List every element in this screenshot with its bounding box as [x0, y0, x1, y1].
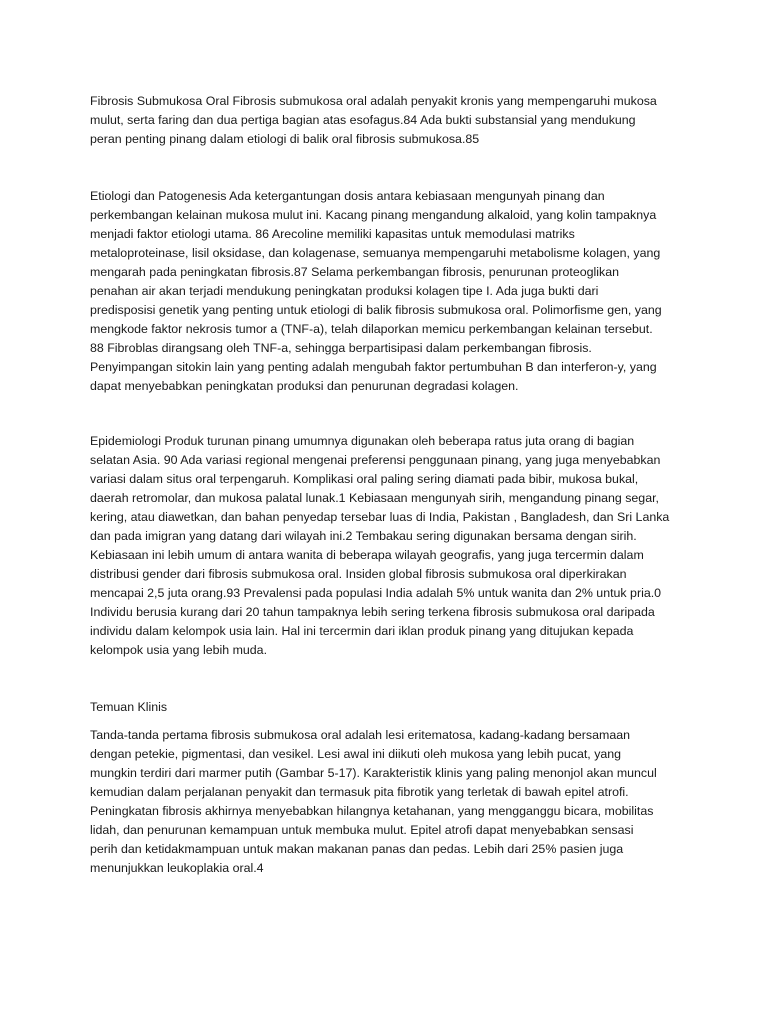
text-line: Kebiasaan ini lebih umum di antara wanita di beberapa wilayah geografis, yang juga tercermin dalam — [90, 548, 644, 562]
text-line: Fibrosis Submukosa Oral Fibrosis submukosa oral adalah penyakit kronis yang mempengaruhi mukosa — [90, 94, 657, 108]
paragraph-epidemiologi — [90, 432, 690, 660]
text-line: 88 Fibroblas dirangsang oleh TNF-a, sehingga berpartisipasi dalam perkembangan fibrosis. — [90, 341, 592, 355]
text-line: mencapai 2,5 juta orang.93 Prevalensi pada populasi India adalah 5% untuk wanita dan 2% untuk pria.0 — [90, 586, 662, 600]
text-line: predisposisi genetik yang penting untuk etiologi di balik fibrosis submukosa oral. Polimorfisme gen, yang — [90, 303, 662, 317]
text-line: perih dan ketidakmampuan untuk makan makanan panas dan pedas. Lebih dari 25% pasien juga — [90, 842, 624, 856]
text-line: daerah retromolar, dan mukosa palatal lunak.1 Kebiasaan mengunyah sirih, mengandung pinang segar, — [90, 491, 659, 505]
text-line: Peningkatan fibrosis akhirnya menyebabkan hilangnya ketahanan, yang mengganggu bicara, mobilitas — [90, 804, 654, 818]
text-line: dapat menyebabkan peningkatan produksi dan penurunan degradasi kolagen. — [90, 379, 519, 393]
section-heading-temuan-klinis — [90, 698, 690, 717]
text-line: mengarah pada peningkatan fibrosis.87 Selama perkembangan fibrosis, penurunan proteoglikan — [90, 265, 620, 279]
paragraph-temuan-klinis — [90, 726, 690, 878]
text-line: dan pada imigran yang datang dari wilayah ini.2 Tembakau sering digunakan bersama dengan sirih. — [90, 529, 637, 543]
text-line: Etiologi dan Patogenesis Ada ketergantungan dosis antara kebiasaan mengunyah pinang dan — [90, 189, 605, 203]
text-line: peran penting pinang dalam etiologi di balik oral fibrosis submukosa.85 — [90, 132, 480, 146]
text-line: mengkode faktor nekrosis tumor a (TNF-a), telah dilaporkan memicu perkembangan kelainan tersebut. — [90, 322, 653, 336]
text-line: menjadi faktor etiologi utama. 86 Arecoline memiliki kapasitas untuk memodulasi matriks — [90, 227, 575, 241]
paragraph-etiologi — [90, 187, 690, 396]
text-line: menunjukkan leukoplakia oral.4 — [90, 861, 264, 875]
text-line: perkembangan kelainan mukosa mulut ini. Kacang pinang mengandung alkaloid, yang kolin tampaknya — [90, 208, 657, 222]
text-line: individu dalam kelompok usia lain. Hal ini tercermin dari iklan produk pinang yang ditujukan kepada — [90, 624, 634, 638]
text-line: kemudian dalam perjalanan penyakit dan termasuk pita fibrotik yang terletak di bawah epitel atrofi. — [90, 785, 629, 799]
text-line: distribusi gender dari fibrosis submukosa oral. Insiden global fibrosis submukosa oral diperkirakan — [90, 567, 627, 581]
text-line: lidah, dan penurunan kemampuan untuk membuka mulut. Epitel atrofi dapat menyebabkan sensasi — [90, 823, 634, 837]
text-line: mungkin terdiri dari marmer putih (Gambar 5-17). Karakteristik klinis yang paling menonjol akan muncul — [90, 766, 657, 780]
text-line: Tanda-tanda pertama fibrosis submukosa oral adalah lesi eritematosa, kadang-kadang bersamaan — [90, 728, 630, 742]
text-line: mulut, serta faring dan dua pertiga bagian atas esofagus.84 Ada bukti substansial yang mendukung — [90, 113, 636, 127]
text-line: Individu berusia kurang dari 20 tahun tampaknya lebih sering terkena fibrosis submukosa oral daripada — [90, 605, 655, 619]
text-line: kering, atau diawetkan, dan bahan penyedap tersebar luas di India, Pakistan , Bangladesh, dan Sri Lanka — [90, 510, 670, 524]
text-line: Epidemiologi Produk turunan pinang umumnya digunakan oleh beberapa ratus juta orang di bagian — [90, 434, 635, 448]
text-line: Penyimpangan sitokin lain yang penting adalah mengubah faktor pertumbuhan B dan interferon-y, yang — [90, 360, 657, 374]
text-line: kelompok usia yang lebih muda. — [90, 643, 268, 657]
text-line: penahan air akan terjadi mendukung peningkatan produksi kolagen tipe I. Ada juga bukti dari — [90, 284, 599, 298]
text-line: selatan Asia. 90 Ada variasi regional mengenai preferensi penggunaan pinang, yang juga menyebabkan — [90, 453, 661, 467]
text-line: metaloproteinase, lisil oksidase, dan kolagenase, semuanya mempengaruhi metabolisme kolagen, yang — [90, 246, 661, 260]
text-line: dengan petekie, pigmentasi, dan vesikel. Lesi awal ini diikuti oleh mukosa yang lebih pucat, yang — [90, 747, 622, 761]
paragraph-fibrosis-intro — [90, 92, 690, 149]
text-line: variasi dalam situs oral terpengaruh. Komplikasi oral paling sering diamati pada bibir, mukosa bukal, — [90, 472, 639, 486]
heading-line: Temuan Klinis — [90, 700, 168, 714]
